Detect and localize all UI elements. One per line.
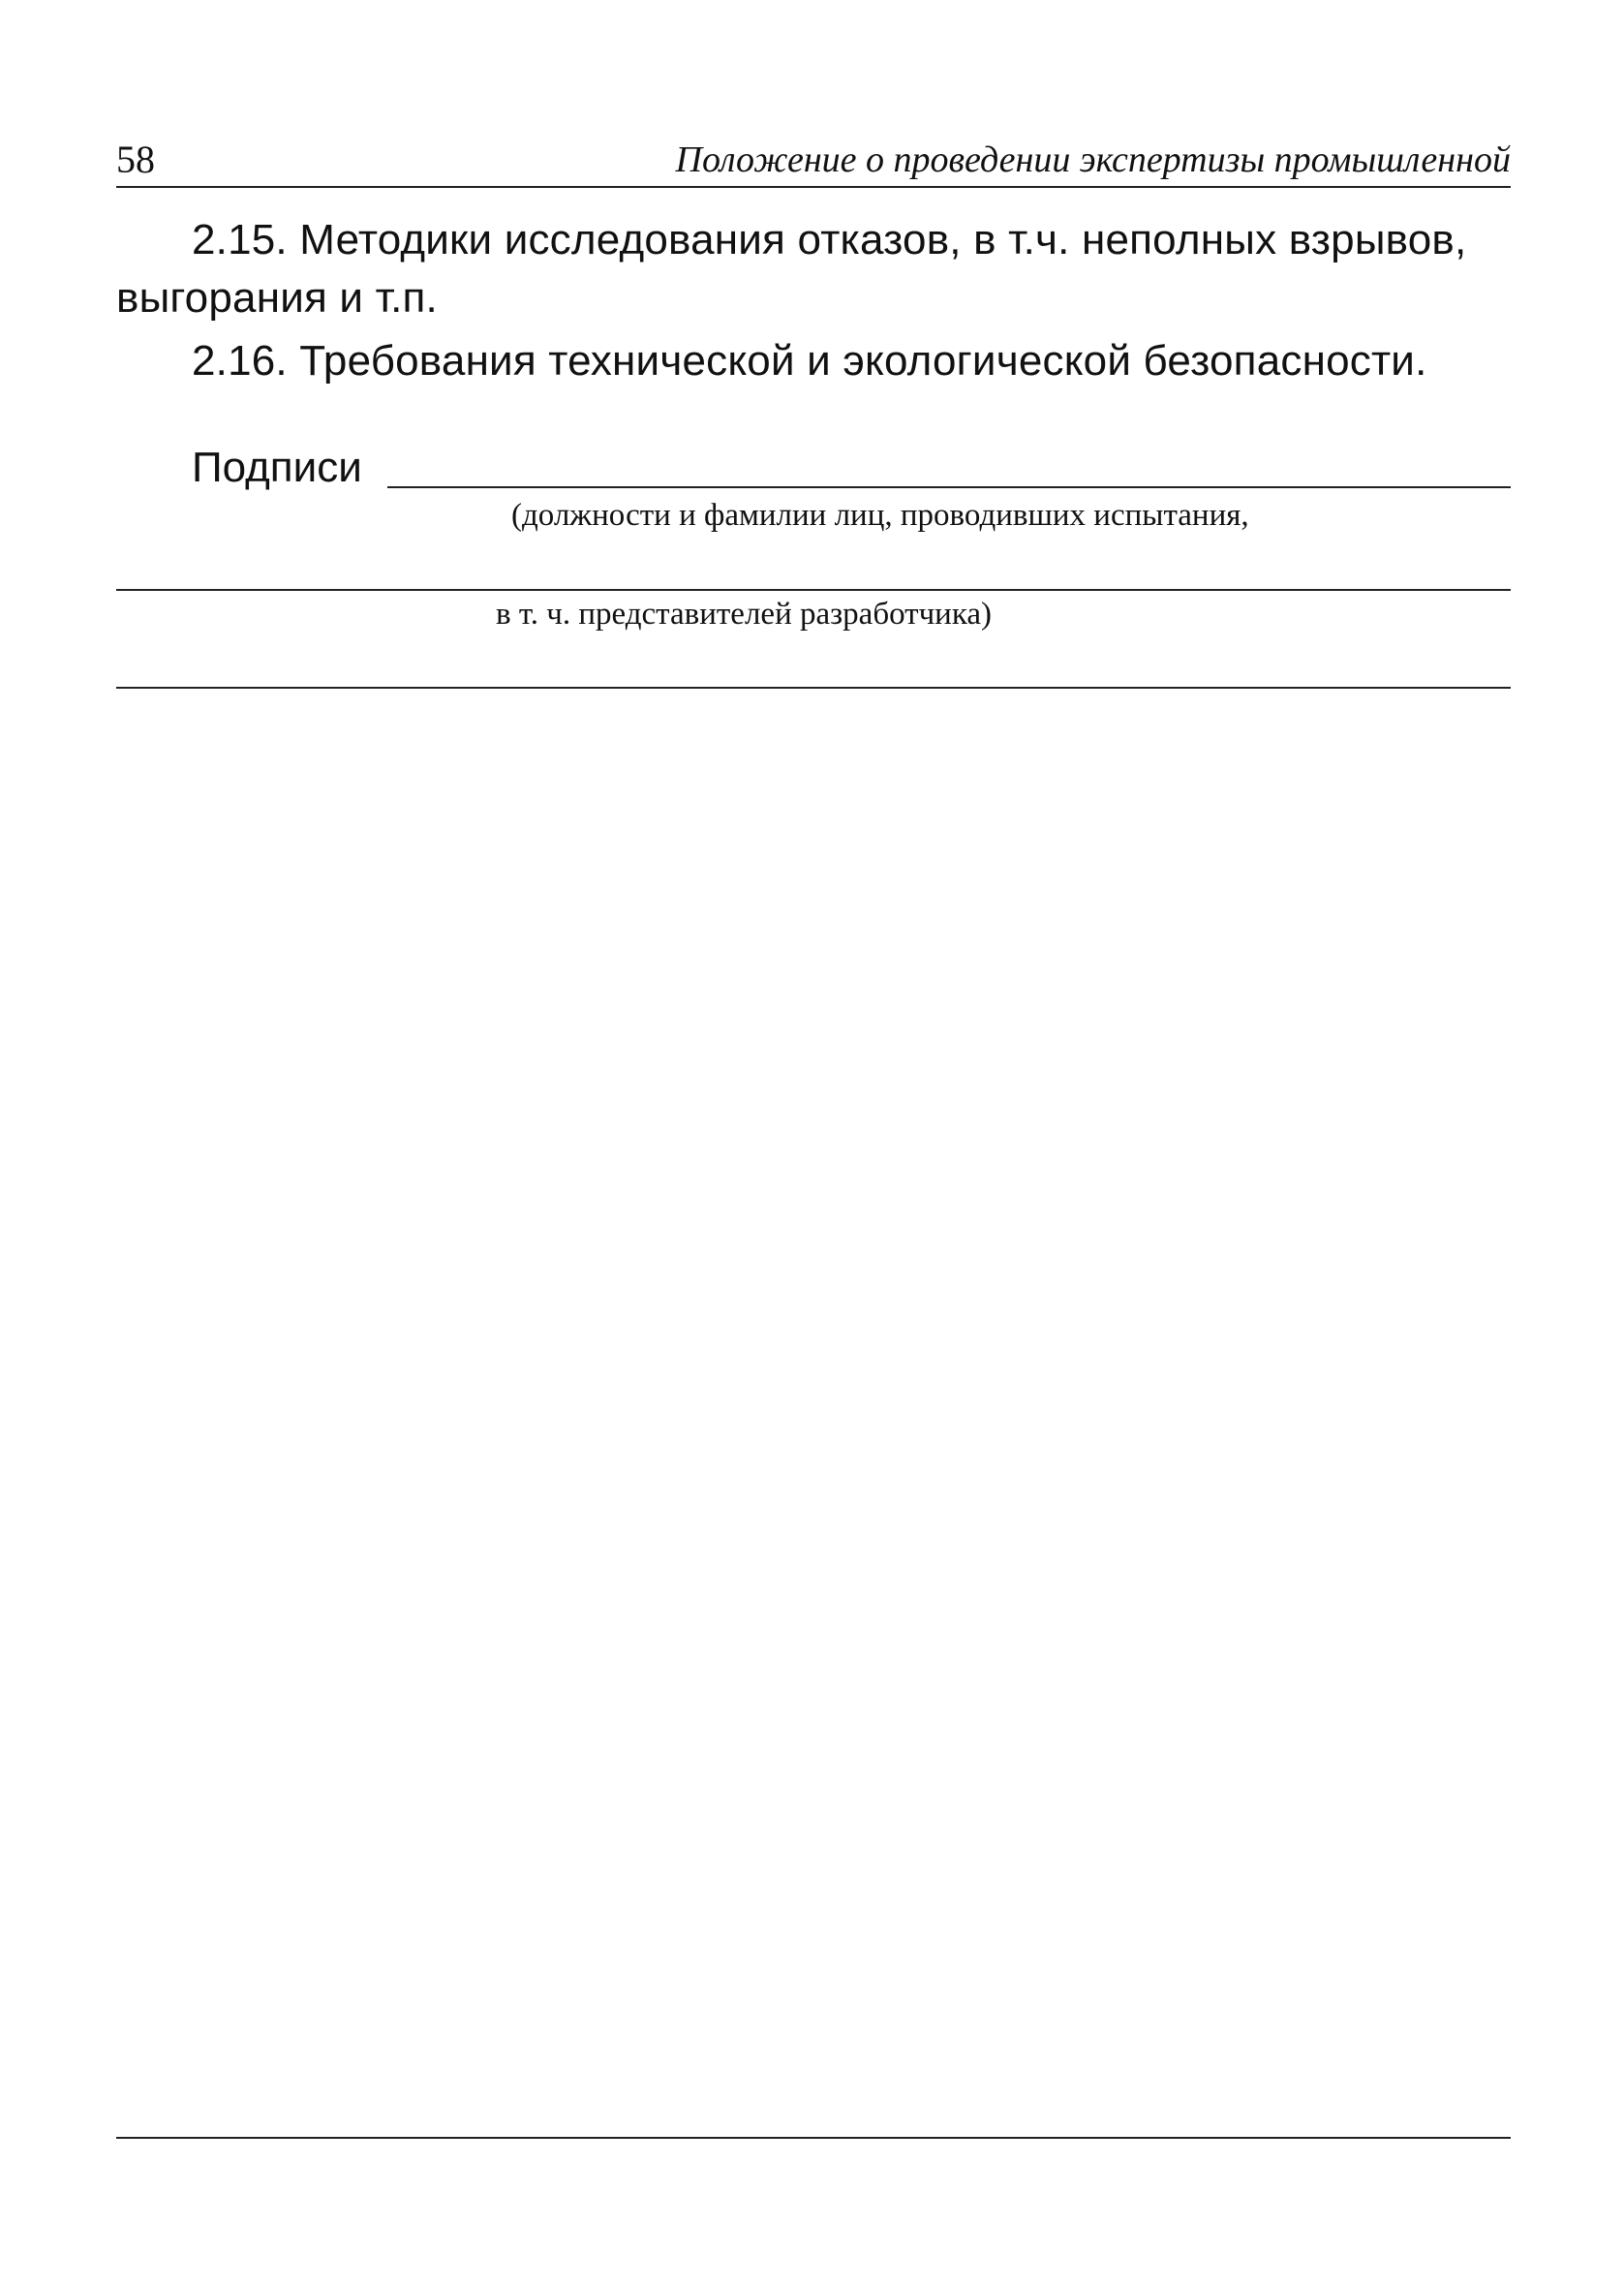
item-2-16: 2.16. Требования технической и экологической безопасности. <box>192 337 1427 385</box>
running-title: Положение о проведении экспертизы промышленной <box>675 139 1511 180</box>
header-rule <box>116 186 1511 188</box>
page-number: 58 <box>116 138 155 181</box>
signature-line-2 <box>116 589 1511 591</box>
signature-caption-line1: (должности и фамилии лиц, проводивших испытания, <box>511 498 1249 533</box>
signature-line-1 <box>387 486 1511 488</box>
item-2-15-line2: выгорания и т.п. <box>116 274 438 322</box>
signatures-label: Подписи <box>192 444 362 491</box>
item-2-15-line1: 2.15. Методики исследования отказов, в т.ч. неполных взрывов, <box>192 216 1467 263</box>
signature-caption-line2: в т. ч. представителей разработчика) <box>496 597 993 632</box>
footer-rule <box>116 2137 1511 2139</box>
signature-line-3 <box>116 687 1511 689</box>
page-header <box>116 138 1511 190</box>
